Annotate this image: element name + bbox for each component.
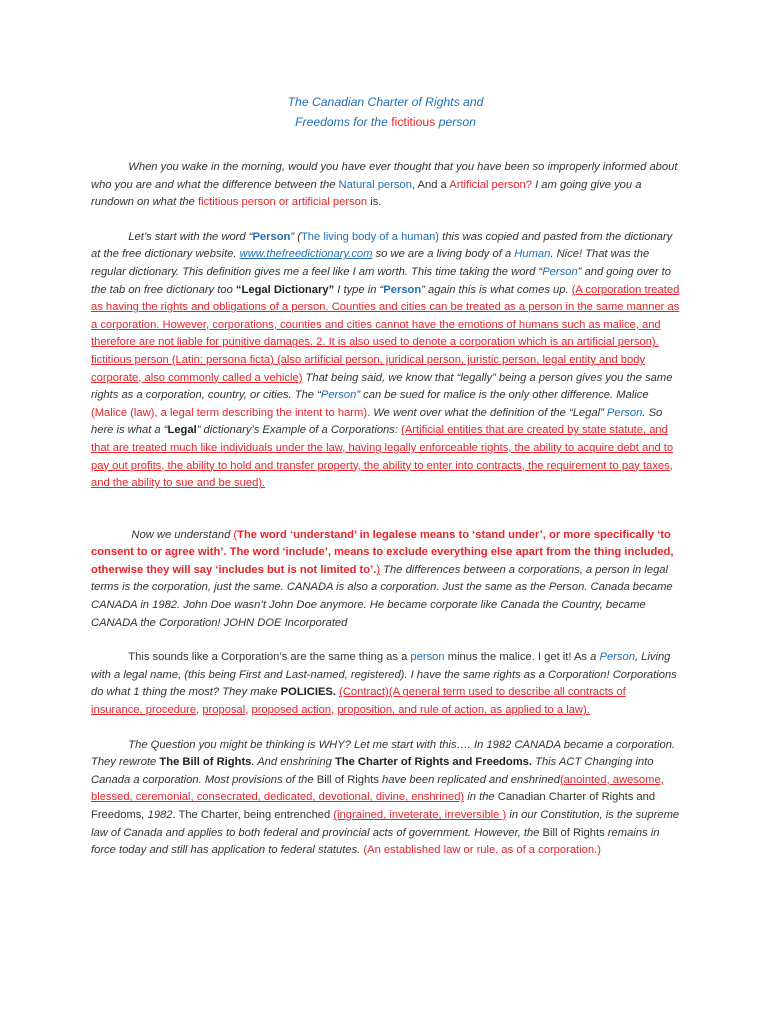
text-run: This ACT Changing into Canada a corporation. Most provisions of the xyxy=(91,756,654,786)
text-run: (Artificial entities that are created by state statute, and that are treated much like individuals under the law, having legally enforceable rights, the ability to acquire debt and to pay out profits, the ability to hold and transfer property, the ability to enter into contracts, the requirement to pay taxes, and the ability to sue and be sued). xyxy=(91,424,674,490)
text-run: ) xyxy=(376,563,381,576)
text-run: . So here is what a “ xyxy=(91,406,663,437)
text-run: so we are a living body of a xyxy=(372,248,515,261)
title-line-2 xyxy=(91,112,680,132)
text-run: proposed action xyxy=(251,704,332,717)
text-run: . Nice! That was the regular dictionary. This definition gives me a feel like I am worth. This time taking the word “ xyxy=(91,248,650,278)
thefreedictionary-link[interactable]: www.thefreedictionary.com xyxy=(239,248,373,261)
text-run: The differences between a corporations, a person in legal terms is the corporation, just the same. CANADA is also a corporation. Just the same as the Person. Canada became CANADA in 1982. John Doe wasn’t John Doe anymore. He became corporate like Canada the Country, became CANADA the Corporation! JOHN DOE Incorporated xyxy=(91,563,673,629)
text-run: Artificial person xyxy=(449,178,526,191)
title-fictitious-word: fictitious xyxy=(391,115,436,129)
text-run: Let’s start with the word “ xyxy=(91,230,253,243)
text-run: remains in force today and still has application to federal statutes. xyxy=(91,826,660,857)
text-run: , And a xyxy=(411,178,450,191)
text-run: When you wake in the morning, would you have ever thought that you have been so improperly informed about who you are and what the difference between the xyxy=(91,161,678,191)
text-run: The Charter of Rights and Freedoms. xyxy=(334,756,532,769)
text-run: , and rule of action, as applied to a law). xyxy=(392,704,590,717)
text-run: (A general term used to describe all contracts of insurance, procedure xyxy=(91,686,626,717)
text-run: ( xyxy=(91,406,95,419)
text-run: POLICIES. xyxy=(280,686,336,699)
title-line-2-start: Freedoms for the xyxy=(295,115,392,129)
text-run: proposal xyxy=(202,704,246,717)
title-line-2-end: person xyxy=(435,115,476,129)
text-run: Human xyxy=(514,248,551,261)
text-run: (anointed, awesome, blessed, ceremonial, consecrated, dedicated, devotional, divine, enshrined) xyxy=(91,773,664,804)
text-run: . And enshrining xyxy=(251,756,335,769)
text-run: The Question you might be thinking is WHY? Let me start with this…. In 1982 CANADA became a corporation. They rewrote xyxy=(91,738,676,769)
text-run: ” can be sued for malice is the only other difference. Malice xyxy=(356,389,649,402)
text-run: The word ‘understand’ in legalese means to ‘stand under’, or more specifically ‘to consent to or agree with’. The word ‘include’, means to exclude everything else apart from the thing included, otherwise they will say ‘includes but is not limited to’. xyxy=(91,528,674,576)
text-run: ? xyxy=(525,178,536,191)
text-run: Legal xyxy=(167,424,197,437)
paragraph-corporation-policies xyxy=(91,649,680,719)
text-run: The living body of a human) xyxy=(300,230,440,243)
text-run: (Contract) xyxy=(339,686,389,699)
document-title xyxy=(91,92,680,132)
text-run: (An established law or rule, as of a corporation.) xyxy=(363,844,601,857)
text-run: have been replicated and enshrined xyxy=(378,773,560,786)
text-run: 1982 xyxy=(147,809,173,821)
text-run: ” ( xyxy=(290,230,301,243)
text-run: minus the malice. I get it! As xyxy=(444,651,591,664)
paragraph-bill-of-rights xyxy=(91,737,680,860)
text-run: , xyxy=(245,704,252,717)
text-run: a xyxy=(590,651,597,664)
paragraph-person-definition xyxy=(91,229,680,493)
text-run: We went over what the definition of the “Legal” xyxy=(370,406,607,419)
text-run: . The Charter, being entrenched xyxy=(172,809,334,821)
text-run: ” dictionary’s Example of a Corporations: xyxy=(196,424,402,437)
text-run: Bill of Rights xyxy=(542,826,605,839)
text-run: , xyxy=(331,704,338,717)
paragraph-understand xyxy=(91,527,680,633)
text-run: I type in “ xyxy=(334,283,384,296)
text-run: ” and going over to the tab on free dictionary too xyxy=(91,265,671,296)
text-run: proposition xyxy=(337,704,393,717)
text-run: ” again this is what comes up. xyxy=(421,283,572,296)
text-run: in the xyxy=(464,791,498,804)
text-run: persona ficta xyxy=(206,353,271,366)
text-run: (ingrained, inveterate, irreversible ) xyxy=(333,809,507,821)
text-run: I am going give you a rundown on what the xyxy=(91,178,642,209)
text-run: Canadian Charter of Rights and Freedoms xyxy=(91,791,656,821)
title-line-1: The Canadian Charter of Rights and xyxy=(287,95,484,109)
text-run: The Bill of Rights xyxy=(159,756,252,769)
text-run: Malice (law), a legal term describing the intent to harm). xyxy=(94,406,371,419)
text-run: Person xyxy=(320,389,357,402)
text-run: Now we understand xyxy=(91,528,234,541)
text-run: Bill of Rights xyxy=(316,773,379,786)
text-run: , xyxy=(196,704,203,717)
text-run: , xyxy=(141,809,148,821)
text-run: Natural person xyxy=(338,178,412,191)
text-run: Person xyxy=(606,406,643,419)
text-run: this was copied and pasted from the dictionary at the free dictionary website. xyxy=(91,230,673,261)
text-run: That being said, we know that “legally” being a person gives you the same rights as a corporation, country, or cities. The “ xyxy=(91,371,673,402)
text-run: is. xyxy=(367,196,382,209)
text-run: person xyxy=(410,651,445,664)
text-run: , Living with a legal name, (this being First and Last-named, registered). I have the same rights as a Corporation! Corporations do what 1 thing the most? They make xyxy=(91,651,677,699)
text-run: (A corporation treated as having the rights and obligations of a person. Counties and cities can be treated as a person in the same manner as a corporation. However, corporations, counties and cities cannot have the emotions of humans such as malice, and therefore are not liable for punitive damages. 2. It is also used to denote a corporation which is an artificial person). fictitious person (Latin: xyxy=(91,283,680,366)
text-run: ) (also artificial person, juridical person, juristic person, legal entity and body corporate, also commonly called a vehicle) xyxy=(91,353,646,384)
text-run: Person xyxy=(542,265,578,278)
text-run: Person xyxy=(252,230,291,243)
text-run: fictitious person or artificial person xyxy=(197,196,368,209)
text-run: “Legal Dictionary” xyxy=(235,283,335,296)
text-run: in our Constitution, is the supreme law of Canada and applies to both federal and provincial acts of government. However, the xyxy=(91,809,680,839)
text-run: Person xyxy=(383,283,422,296)
text-run: This sounds like a Corporation’s are the same thing as a xyxy=(91,651,411,664)
text-run: ( xyxy=(233,528,238,541)
text-run: Person xyxy=(599,651,635,664)
paragraph-intro xyxy=(91,159,680,212)
